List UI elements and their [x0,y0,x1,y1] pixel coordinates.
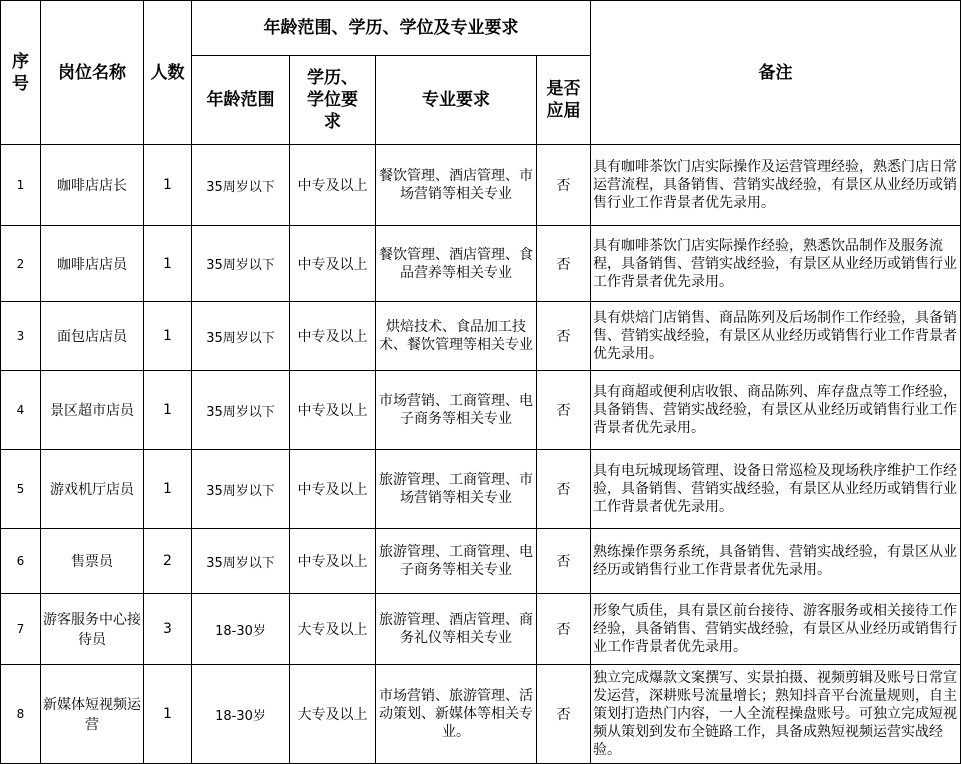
row-notes: 具有咖啡茶饮门店实际操作及运营管理经验，熟悉门店日常运营流程，具备销售、营销实战经验，有景区从业经历或销售行业工作背景者优先录用。 [591,145,961,226]
header-count: 人数 [144,1,192,145]
row-education: 中专及以上 [290,226,376,302]
row-major: 餐饮管理、酒店管理、市场营销等相关专业 [376,145,537,226]
row-age: 35周岁以下 [192,302,290,371]
row-count: 1 [144,226,192,302]
row-education: 大专及以上 [290,665,376,764]
row-fresh-grad: 否 [537,226,591,302]
row-count: 1 [144,145,192,226]
row-education: 大专及以上 [290,594,376,665]
row-age: 35周岁以下 [192,529,290,594]
row-fresh-grad: 否 [537,665,591,764]
row-major: 烘焙技术、食品加工技术、餐饮管理等相关专业 [376,302,537,371]
row-fresh-grad: 否 [537,594,591,665]
row-major: 市场营销、工商管理、电子商务等相关专业 [376,371,537,450]
table-row [1,371,961,450]
table-row [1,302,961,371]
row-fresh-grad: 否 [537,302,591,371]
row-index: 1 [1,145,41,226]
row-index: 4 [1,371,41,450]
header-education: 学历、学位要求 [290,56,376,145]
row-index: 5 [1,450,41,529]
row-notes: 具有咖啡茶饮门店实际操作经验，熟悉饮品制作及服务流程，具备销售、营销实战经验，有景区从业经历或销售行业工作背景者优先录用。 [591,226,961,302]
row-notes: 具有商超或便利店收银、商品陈列、库存盘点等工作经验，具备销售、营销实战经验，有景区从业经历或销售行业工作背景者优先录用。 [591,371,961,450]
header-notes: 备注 [591,1,961,145]
row-count: 1 [144,371,192,450]
row-major: 旅游管理、工商管理、市场营销等相关专业 [376,450,537,529]
row-major: 餐饮管理、酒店管理、食品营养等相关专业 [376,226,537,302]
row-notes: 具有烘焙门店销售、商品陈列及后场制作工作经验，具备销售、营销实战经验，有景区从业经历或销售行业工作背景者优先录用。 [591,302,961,371]
table-row [1,450,961,529]
row-index: 3 [1,302,41,371]
table-row [1,665,961,764]
row-count: 1 [144,302,192,371]
row-count: 1 [144,450,192,529]
row-position: 咖啡店店长 [41,145,144,226]
row-age: 35周岁以下 [192,145,290,226]
row-age: 18-30岁 [192,665,290,764]
row-notes: 独立完成爆款文案撰写、实景拍摄、视频剪辑及账号日常宣发运营，深耕账号流量增长；熟知抖音平台流量规则，自主策划打造热门内容，一人全流程操盘账号。可独立完成短视频从策划到发布全链路工作，具备成熟短视频运营实战经验。 [591,665,961,764]
row-index: 2 [1,226,41,302]
table-row [1,145,961,226]
header-age: 年龄范围 [192,56,290,145]
row-index: 8 [1,665,41,764]
row-education: 中专及以上 [290,529,376,594]
row-education: 中专及以上 [290,302,376,371]
row-position: 咖啡店店员 [41,226,144,302]
row-count: 1 [144,665,192,764]
row-position: 游客服务中心接待员 [41,594,144,665]
row-fresh-grad: 否 [537,145,591,226]
table-row [1,594,961,665]
row-position: 游戏机厅店员 [41,450,144,529]
header-index: 序号 [1,1,41,145]
row-index: 7 [1,594,41,665]
row-education: 中专及以上 [290,145,376,226]
row-major: 旅游管理、工商管理、电子商务等相关专业 [376,529,537,594]
row-fresh-grad: 否 [537,450,591,529]
row-position: 景区超市店员 [41,371,144,450]
header-requirements-group: 年龄范围、学历、学位及专业要求 [192,1,591,56]
row-age: 18-30岁 [192,594,290,665]
row-count: 3 [144,594,192,665]
header-fresh-grad: 是否应届 [537,56,591,145]
row-age: 35周岁以下 [192,450,290,529]
row-index: 6 [1,529,41,594]
row-fresh-grad: 否 [537,529,591,594]
row-notes: 形象气质佳，具有景区前台接待、游客服务或相关接待工作经验，具备销售、营销实战经验，有景区从业经历或销售行业工作背景者优先录用。 [591,594,961,665]
table-row [1,529,961,594]
row-age: 35周岁以下 [192,226,290,302]
header-major: 专业要求 [376,56,537,145]
row-major: 旅游管理、酒店管理、商务礼仪等相关专业 [376,594,537,665]
row-fresh-grad: 否 [537,371,591,450]
row-notes: 具有电玩城现场管理、设备日常巡检及现场秩序维护工作经验，具备销售、营销实战经验，有景区从业经历或销售行业工作背景者优先录用。 [591,450,961,529]
row-position: 售票员 [41,529,144,594]
row-education: 中专及以上 [290,450,376,529]
row-position: 面包店店员 [41,302,144,371]
row-notes: 熟练操作票务系统，具备销售、营销实战经验，有景区从业经历或销售行业工作背景者优先录用。 [591,529,961,594]
header-position: 岗位名称 [41,1,144,145]
table-row [1,226,961,302]
row-count: 2 [144,529,192,594]
row-position: 新媒体短视频运营 [41,665,144,764]
row-education: 中专及以上 [290,371,376,450]
row-age: 35周岁以下 [192,371,290,450]
row-major: 市场营销、旅游管理、活动策划、新媒体等相关专业。 [376,665,537,764]
table-header [1,1,961,145]
